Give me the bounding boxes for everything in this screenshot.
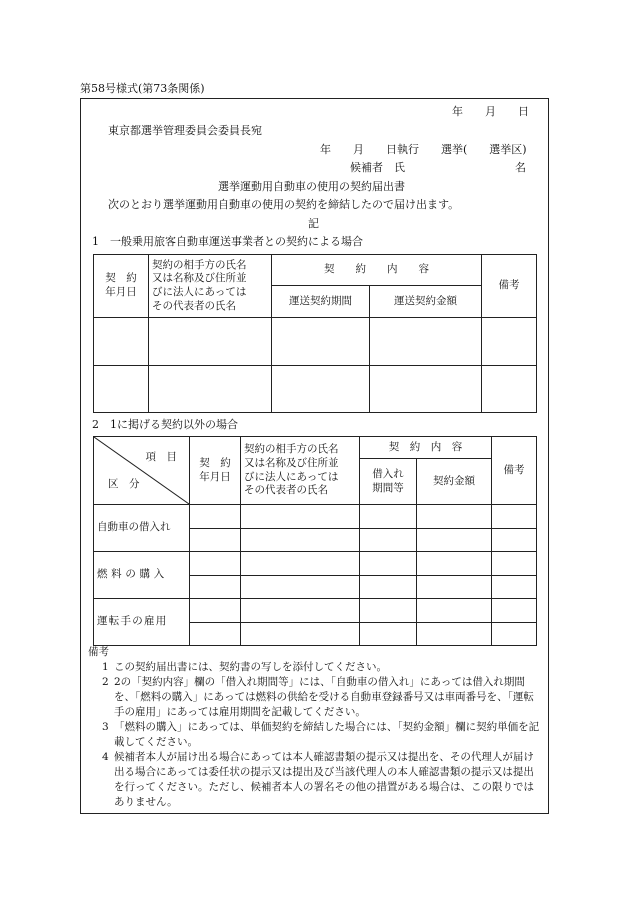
s2-cell [190, 576, 241, 599]
s1-cell [149, 318, 272, 366]
s2-diagonal-header [94, 437, 190, 505]
s1-cell [94, 366, 149, 413]
s2-cell [241, 623, 360, 646]
s2-col-date: 契 約 年月日 [190, 437, 241, 505]
s2-row-label-fuel: 燃料の購入 [94, 552, 190, 599]
s2-cell [492, 576, 537, 599]
s2-col-party: 契約の相手方の氏名 又は名称及び住所並 びに法人にあっては その代表者の氏名 [241, 437, 360, 505]
diagonal-line [94, 437, 189, 504]
s1-row-1 [94, 318, 537, 366]
form-number: 第58号様式(第73条関係) [80, 82, 205, 95]
note-text: 2の「契約内容」欄の「借入れ期間等」には、「自動車の借入れ」にあっては借入れ期間を、「燃料の購入」にあっては燃料の供給を受ける自動車登録番号又は車両番号を、「運転手の雇用」にあっては雇用期間を記載してください。 [114, 676, 534, 718]
s2-col-content: 契 約 内 容 [360, 437, 492, 459]
s2-row-fuel-1 [94, 552, 537, 576]
s2-cell [492, 505, 537, 529]
note-item [88, 720, 543, 750]
form-title: 選挙運動用自動車の使用の契約届出書 [218, 180, 405, 193]
s2-cell [190, 505, 241, 529]
s1-cell [482, 318, 537, 366]
note-item [88, 660, 543, 675]
s1-cell [482, 366, 537, 413]
s2-cell [190, 529, 241, 552]
candidate-line: 候補者 氏 名 [350, 161, 526, 174]
s1-row-2 [94, 366, 537, 413]
s2-diag-top: 項 目 [145, 451, 177, 463]
s2-cell [417, 505, 492, 529]
note-number: 3 [102, 721, 109, 733]
note-text: 「燃料の購入」にあっては、単価契約を締結した場合には、「契約金額」欄に契約単価を記載してください。 [114, 721, 540, 748]
s2-cell [241, 552, 360, 576]
section2-table [93, 436, 537, 646]
s2-cell [417, 529, 492, 552]
note-text: この契約届出書には、契約書の写しを添付してください。 [114, 661, 387, 673]
s1-cell [370, 318, 482, 366]
ki-mark: 記 [308, 217, 319, 230]
s1-cell [94, 318, 149, 366]
s2-col-remarks: 備考 [492, 437, 537, 505]
section1-table [93, 254, 537, 413]
s2-cell [417, 599, 492, 623]
note-item [88, 675, 543, 720]
s2-cell [241, 529, 360, 552]
note-item [88, 750, 543, 810]
s1-col-remarks: 備考 [482, 255, 537, 318]
addressee: 東京都選挙管理委員会委員長宛 [108, 124, 262, 137]
s1-col-content: 契 約 内 容 [272, 255, 482, 286]
s2-cell [360, 529, 417, 552]
s1-col-party: 契約の相手方の氏名 又は名称及び住所並 びに法人にあっては その代表者の氏名 [149, 255, 272, 318]
s2-cell [360, 505, 417, 529]
s1-cell [272, 366, 370, 413]
notes-heading: 備考 [88, 646, 109, 658]
s2-col-amount: 契約金額 [417, 459, 492, 505]
s2-row-driver-1 [94, 599, 537, 623]
section2-heading: 2 1に掲げる契約以外の場合 [92, 418, 238, 431]
s1-cell [149, 366, 272, 413]
s2-cell [492, 623, 537, 646]
note-text: 候補者本人が届け出る場合にあっては本人確認書類の提示又は提出を、その代理人が届け出る場合にあっては委任状の提示又は提出及び当該代理人の本人確認書類の提示又は提出を行ってください。ただし、候補者本人の署名その他の措置がある場合は、この限りではありません。 [114, 751, 534, 808]
s2-row-car-1 [94, 505, 537, 529]
s2-diag-bottom: 区 分 [108, 478, 140, 491]
note-number: 1 [102, 661, 109, 673]
date-line: 年 月 日 [452, 105, 529, 118]
s1-cell [370, 366, 482, 413]
s2-cell [417, 623, 492, 646]
s2-row-label-car: 自動車の借入れ [94, 505, 190, 552]
s2-cell [190, 623, 241, 646]
s2-cell [492, 552, 537, 576]
s2-cell [417, 552, 492, 576]
s1-cell [272, 318, 370, 366]
s2-col-period: 借入れ 期間等 [360, 459, 417, 505]
s2-cell [241, 576, 360, 599]
s1-col-period: 運送契約期間 [272, 286, 370, 318]
s2-cell [241, 599, 360, 623]
s1-col-date: 契 約 年月日 [94, 255, 149, 318]
s2-cell [190, 599, 241, 623]
s2-cell [360, 552, 417, 576]
s2-row-label-driver: 運転手の雇用 [94, 599, 190, 646]
s1-col-amount: 運送契約金額 [370, 286, 482, 318]
s2-cell [360, 599, 417, 623]
note-number: 4 [102, 751, 109, 763]
notes-section [88, 645, 543, 810]
election-line: 年 月 日執行 選挙( 選挙区) [320, 143, 527, 156]
s2-cell [360, 623, 417, 646]
s2-cell [190, 552, 241, 576]
s2-cell [360, 576, 417, 599]
section1-heading: 1 一般乗用旅客自動車運送事業者との契約による場合 [92, 235, 363, 248]
intro-text: 次のとおり選挙運動用自動車の使用の契約を締結したので届け出ます。 [108, 198, 460, 211]
s2-cell [492, 529, 537, 552]
s2-cell [492, 599, 537, 623]
note-number: 2 [102, 676, 109, 688]
s2-cell [241, 505, 360, 529]
s2-cell [417, 576, 492, 599]
